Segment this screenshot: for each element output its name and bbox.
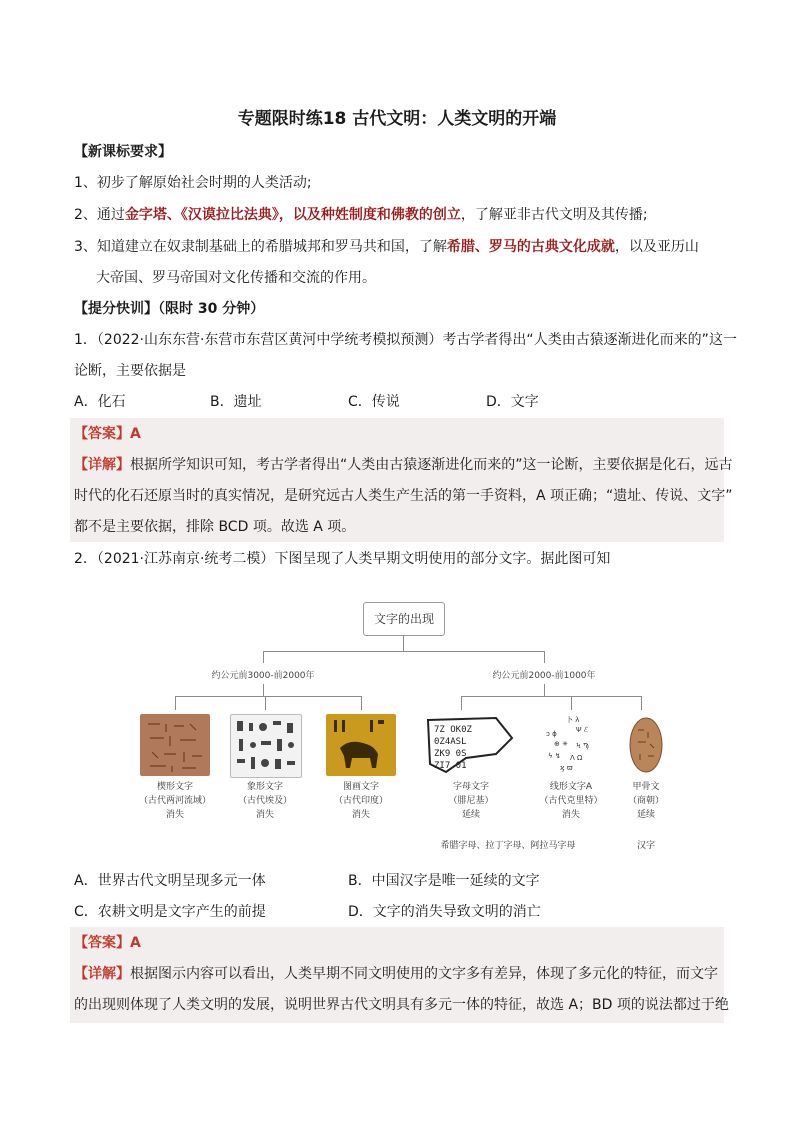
svg-text:ZK9 0S: ZK9 0S bbox=[434, 749, 467, 759]
requirement-2-highlight: 金字塔、《汉谟拉比法典》，以及种姓制度和佛教的创立 bbox=[124, 207, 461, 223]
left-period-label: 约公元前3000-前2000年 bbox=[211, 671, 315, 681]
q2-detail-line2: 的出现则体现了人类文明的发展，说明世界古代文明具有多元一体的特征，故选 A；BD 项的说法都过于绝 bbox=[74, 997, 729, 1013]
cuneiform-tablet-image bbox=[140, 714, 210, 776]
item-alphabet bbox=[426, 780, 516, 822]
item-linear-a-region: （古代克里特） bbox=[539, 796, 603, 806]
item-cuneiform bbox=[130, 780, 220, 822]
svg-text:卜 λ: 卜 λ bbox=[566, 716, 580, 724]
item-oracle-bone-region: （商朝） bbox=[627, 796, 664, 806]
descendant-hanzi: 汉字 bbox=[636, 841, 655, 851]
item-pictograph-name: 图画文字 bbox=[342, 782, 379, 792]
item-hieroglyph-name: 象形文字 bbox=[246, 782, 283, 792]
diagram-connector bbox=[461, 696, 641, 697]
item-hieroglyph-region: （古代埃及） bbox=[237, 796, 292, 806]
diagram-connector bbox=[544, 651, 545, 663]
q1-option-a: A．化石 bbox=[74, 394, 126, 410]
requirement-3 bbox=[74, 237, 699, 257]
item-cuneiform-fate: 消失 bbox=[165, 810, 184, 820]
item-pictograph-region: （古代印度） bbox=[333, 796, 388, 806]
q1-detail-line2: 时代的化石还原当时的真实情况，是研究远古人类生产生活的第一手资料，A 项正确；“遗址、传说、文字” bbox=[74, 488, 733, 504]
requirement-2-post: ，了解亚非古代文明及其传播; bbox=[460, 207, 648, 223]
requirement-3-pre: 3、知道建立在奴隶制基础上的希腊城邦和罗马共和国，了解 bbox=[74, 239, 447, 255]
svg-text:⊕ ✳: ⊕ ✳ bbox=[554, 740, 568, 748]
q1-stem-line2: 论断，主要依据是 bbox=[74, 363, 186, 379]
linear-a-disc-image bbox=[536, 714, 606, 776]
q1-detail-line3: 都不是主要依据，排除 BCD 项。故选 A 项。 bbox=[74, 519, 356, 535]
item-hieroglyph bbox=[220, 780, 310, 822]
section-label-requirements: 【新课标要求】 bbox=[74, 144, 172, 160]
phoenician-script-image bbox=[426, 714, 496, 776]
diagram-connector bbox=[461, 696, 462, 710]
item-pictograph bbox=[316, 780, 406, 822]
oracle-bone-image bbox=[626, 714, 666, 776]
section-label-practice: 【提分快训】（限时 30 分钟） bbox=[74, 301, 265, 317]
item-linear-a-fate: 消失 bbox=[561, 810, 580, 820]
hieroglyph-image bbox=[230, 714, 302, 778]
q1-detail-text1: 根据所学知识可知，考古学者得出“人类由古猿逐渐进化而来的”这一论断，主要依据是化石，远古 bbox=[130, 457, 733, 473]
q2-option-b: B．中国汉字是唯一延续的文字 bbox=[348, 873, 540, 889]
diagram-connector bbox=[263, 651, 264, 663]
q2-detail-text1: 根据图示内容可以看出，人类早期不同文明使用的文字多有差异，体现了多元化的特征，而文字 bbox=[130, 966, 718, 982]
svg-text:Λ Ω: Λ Ω bbox=[570, 754, 583, 762]
item-cuneiform-name: 楔形文字 bbox=[156, 782, 193, 792]
q2-answer bbox=[74, 933, 141, 953]
q1-option-d: D．文字 bbox=[486, 394, 539, 410]
item-linear-a-name: 线形文字A bbox=[549, 782, 593, 792]
diagram-connector bbox=[361, 696, 362, 710]
diagram-connector bbox=[263, 651, 544, 652]
svg-text:Ψ ℰ: Ψ ℰ bbox=[576, 726, 588, 734]
indus-seal-image bbox=[326, 714, 396, 776]
item-pictograph-fate: 消失 bbox=[351, 810, 370, 820]
q1-answer-label: 【答案】 bbox=[74, 426, 130, 442]
requirement-1 bbox=[74, 173, 312, 193]
requirement-1-text: 1、初步了解原始社会时期的人类活动; bbox=[74, 175, 312, 191]
diagram-connector bbox=[265, 696, 266, 710]
item-alphabet-region: （腓尼基） bbox=[448, 796, 494, 806]
requirement-2-pre: 2、通过 bbox=[74, 207, 125, 223]
q1-detail-label: 【详解】 bbox=[74, 457, 130, 473]
q1-option-b: B．遗址 bbox=[210, 394, 262, 410]
requirement-3-cont: 大帝国、罗马帝国对文化传播和交流的作用。 bbox=[96, 270, 376, 286]
diagram-connector bbox=[403, 635, 404, 651]
diagram-root: 文字的出现 bbox=[363, 602, 445, 636]
q2-answer-label: 【答案】 bbox=[74, 935, 130, 951]
requirement-3-post: ，以及亚历山 bbox=[614, 239, 699, 255]
requirement-2 bbox=[74, 205, 648, 225]
svg-text:7Z OK0Z: 7Z OK0Z bbox=[434, 725, 472, 735]
item-oracle-bone-name: 甲骨文 bbox=[632, 782, 660, 792]
svg-text:0Z4ASL: 0Z4ASL bbox=[434, 737, 467, 747]
q2-detail-label: 【详解】 bbox=[74, 966, 130, 982]
diagram-connector bbox=[544, 684, 545, 696]
item-oracle-bone bbox=[606, 780, 686, 822]
q1-stem-line1: 1．（2022·山东东营·东营市东营区黄河中学统考模拟预测）考古学者得出“人类由古猿逐渐进化而来的”这一 bbox=[74, 332, 737, 348]
page-title: 专题限时练18 古代文明：人类文明的开端 bbox=[237, 109, 557, 129]
diagram-connector bbox=[263, 684, 264, 696]
item-alphabet-name: 字母文字 bbox=[452, 782, 489, 792]
diagram-connector bbox=[641, 696, 642, 710]
q2-detail-line1 bbox=[74, 964, 718, 984]
svg-text:Ϟ Ϡ: Ϟ Ϡ bbox=[576, 742, 589, 750]
item-cuneiform-region: （古代两河流域） bbox=[138, 796, 211, 806]
svg-text:ϗ ϖ: ϗ ϖ bbox=[560, 764, 573, 772]
diagram-connector bbox=[175, 696, 176, 710]
requirement-3-highlight: 希腊、罗马的古典文化成就 bbox=[446, 239, 615, 255]
writing-origins-diagram bbox=[130, 596, 670, 858]
diagram-connector bbox=[571, 696, 572, 710]
svg-text:ZI7 01: ZI7 01 bbox=[434, 761, 467, 771]
item-linear-a bbox=[526, 780, 616, 822]
q2-option-a: A．世界古代文明呈现多元一体 bbox=[74, 873, 266, 889]
svg-text:ϟ ↯: ϟ ↯ bbox=[548, 752, 561, 760]
item-alphabet-fate: 延续 bbox=[461, 810, 480, 820]
descendant-letters: 希腊字母、拉丁字母、阿拉马字母 bbox=[440, 841, 576, 851]
q1-option-c: C．传说 bbox=[348, 394, 400, 410]
item-hieroglyph-fate: 消失 bbox=[255, 810, 274, 820]
svg-text:ↄ ϕ: ↄ ϕ bbox=[546, 730, 557, 738]
q1-answer-value: A bbox=[130, 426, 141, 442]
q2-answer-value: A bbox=[130, 935, 141, 951]
right-period-label: 约公元前2000-前1000年 bbox=[492, 671, 596, 681]
diagram-connector bbox=[175, 696, 361, 697]
q2-stem: 2．（2021·江苏南京·统考二模）下图呈现了人类早期文明使用的部分文字。据此图可知 bbox=[74, 551, 611, 567]
q1-detail-line1 bbox=[74, 455, 733, 475]
q1-answer bbox=[74, 424, 141, 444]
q2-option-c: C．农耕文明是文字产生的前提 bbox=[74, 904, 266, 920]
item-oracle-bone-fate: 延续 bbox=[636, 810, 655, 820]
q2-option-d: D．文字的消失导致文明的消亡 bbox=[348, 904, 541, 920]
